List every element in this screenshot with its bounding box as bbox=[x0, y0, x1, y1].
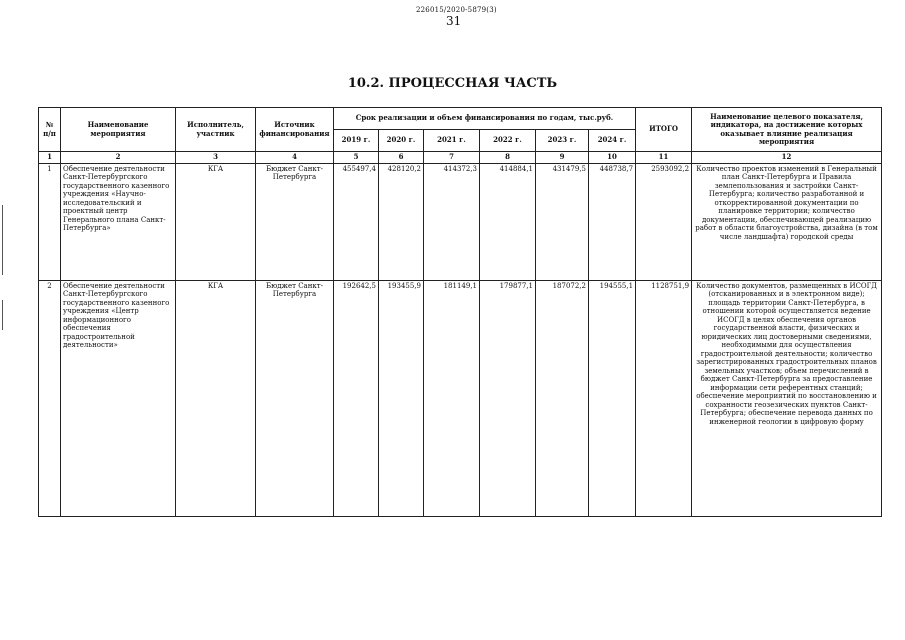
value-2020: 193455,9 bbox=[379, 280, 424, 516]
header-year: 2020 г. bbox=[379, 130, 424, 152]
header-source: Источник финансирования bbox=[256, 108, 334, 152]
document-registration-id: 226015/2020-5879(3) bbox=[416, 6, 497, 14]
executor: КГА bbox=[176, 280, 256, 516]
column-number: 1 bbox=[39, 152, 61, 164]
scan-margin-mark bbox=[2, 205, 3, 275]
header-year: 2022 г. bbox=[480, 130, 536, 152]
value-2020: 428120,2 bbox=[379, 163, 424, 280]
activity-name: Обеспечение деятельности Санкт-Петербургского государственного казенного учреждения «Научно-исследовательский и проектный центр Генерального плана Санкт-Петербурга» bbox=[61, 163, 176, 280]
process-table bbox=[38, 107, 882, 517]
header-num: № п/п bbox=[39, 108, 61, 152]
section-title: 10.2. ПРОЦЕССНАЯ ЧАСТЬ bbox=[347, 76, 558, 91]
column-number: 10 bbox=[589, 152, 636, 164]
column-number: 5 bbox=[334, 152, 379, 164]
value-2022: 414884,1 bbox=[480, 163, 536, 280]
value-2021: 181149,1 bbox=[424, 280, 480, 516]
column-number: 6 bbox=[379, 152, 424, 164]
scan-margin-mark bbox=[2, 300, 3, 330]
target-indicator: Количество документов, размещенных в ИСОГД (отсканированных и в электронном виде); площадь территории Санкт-Петербурга, в отношении которой осуществляется ведение ИСОГД в целях обеспечения органов государственной власти, физических и юридических лиц достоверными сведениями, необходимыми для осуществления градостроительной деятельности; количество зарегистрированных градостроительных планов земельных участков; объем перечислений в бюджет Санкт-Петербурга за предоставление информации сети референтных станций; обеспечение мероприятий по восстановлению и сохранности геозезических пунктов Санкт-Петербурга; обеспечение перевода данных по инженерной геологии в цифровую форму bbox=[692, 280, 882, 516]
executor: КГА bbox=[176, 163, 256, 280]
row-num: 2 bbox=[39, 280, 61, 516]
table-row bbox=[39, 163, 882, 280]
header-year: 2019 г. bbox=[334, 130, 379, 152]
value-2024: 448738,7 bbox=[589, 163, 636, 280]
header-year: 2023 г. bbox=[536, 130, 589, 152]
table-row bbox=[39, 280, 882, 516]
page-number: 31 bbox=[446, 14, 462, 28]
value-2021: 414372,3 bbox=[424, 163, 480, 280]
row-num: 1 bbox=[39, 163, 61, 280]
header-total: ИТОГО bbox=[636, 108, 692, 152]
value-2024: 194555,1 bbox=[589, 280, 636, 516]
funding-source: Бюджет Санкт-Петербурга bbox=[256, 280, 334, 516]
column-number: 11 bbox=[636, 152, 692, 164]
column-number: 7 bbox=[424, 152, 480, 164]
header-year: 2021 г. bbox=[424, 130, 480, 152]
header-period-group: Срок реализации и объем финансирования по годам, тыс.руб. bbox=[334, 108, 636, 130]
value-total: 2593092,2 bbox=[636, 163, 692, 280]
column-number: 3 bbox=[176, 152, 256, 164]
value-2019: 192642,5 bbox=[334, 280, 379, 516]
value-2023: 187072,2 bbox=[536, 280, 589, 516]
column-number: 12 bbox=[692, 152, 882, 164]
value-total: 1128751,9 bbox=[636, 280, 692, 516]
value-2022: 179877,1 bbox=[480, 280, 536, 516]
column-number: 4 bbox=[256, 152, 334, 164]
column-number: 2 bbox=[61, 152, 176, 164]
header-indicator: Наименование целевого показателя, индикатора, на достижение которых оказывает влияние реализация мероприятия bbox=[692, 108, 882, 152]
header-executor: Исполнитель, участник bbox=[176, 108, 256, 152]
funding-source: Бюджет Санкт-Петербурга bbox=[256, 163, 334, 280]
header-name: Наименование мероприятия bbox=[61, 108, 176, 152]
target-indicator: Количество проектов изменений в Генеральный план Санкт-Петербурга и Правила землепользования и застройки Санкт-Петербурга; количество разработанной и откорректированной документации по планировке территории; количество документации, обеспечивающей реализацию работ в области благоустройства, дизайна (в том числе ландшафта) городской среды bbox=[692, 163, 882, 280]
column-number: 8 bbox=[480, 152, 536, 164]
value-2019: 455497,4 bbox=[334, 163, 379, 280]
value-2023: 431479,5 bbox=[536, 163, 589, 280]
header-year: 2024 г. bbox=[589, 130, 636, 152]
column-number: 9 bbox=[536, 152, 589, 164]
activity-name: Обеспечение деятельности Санкт-Петербургского государственного казенного учреждения «Центр информационного обеспечения градостроительной деятельности» bbox=[61, 280, 176, 516]
